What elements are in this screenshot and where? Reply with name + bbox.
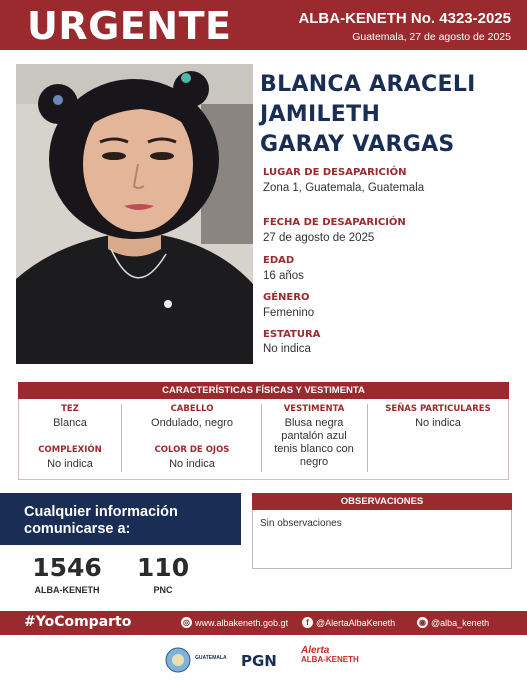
instagram-text: @alba_keneth [431,617,490,628]
skin-label: TEZ [61,404,79,414]
phone-pnc[interactable]: 110 [136,553,190,582]
clothing-line: Blusa negra [284,417,344,429]
instagram-link[interactable] [417,617,489,628]
person-name-line3: GARAY VARGAS [260,132,455,157]
date-label: FECHA DE DESAPARICIÓN [263,217,406,228]
contact-line1: Cualquier información [24,504,178,520]
eyes-label: COLOR DE OJOS [154,445,230,455]
eyes-value: No indica [169,458,215,470]
gender-label: GÉNERO [263,292,310,303]
guatemala-seal-icon [165,646,191,674]
hair-label: CABELLO [170,404,214,414]
age-label: EDAD [263,255,295,266]
divider [121,404,122,472]
build-label: COMPLEXIÓN [38,445,102,455]
place-label: LUGAR DE DESAPARICIÓN [263,167,407,178]
pgn-logo: PGN [241,652,277,670]
age-value: 16 años [263,270,304,282]
hair-value: Ondulado, negro [151,417,233,429]
person-name-line1: BLANCA ARACELI [260,72,476,97]
person-name [260,70,520,160]
alerta-logo [301,646,359,664]
website-text: www.albakeneth.gob.gt [195,617,289,628]
footer-bar [0,611,527,635]
phone-alba-keneth-label: ALBA-KENETH [34,585,100,595]
logos-row [0,642,527,678]
clothing-value [262,417,366,469]
observations-text: Sin observaciones [260,518,342,529]
gov-logo-text: GUATEMALA [195,655,227,661]
facebook-text: @AlertaAlbaKeneth [316,617,396,628]
facebook-icon: f [302,617,313,628]
website-link[interactable] [181,617,288,628]
marks-label: SEÑAS PARTICULARES [385,404,491,414]
place-value: Zona 1, Guatemala, Guatemala [263,182,425,194]
marks-value: No indica [415,417,461,429]
alerta-logo-line1: Alerta [301,645,330,656]
urgent-title: URGENTE [27,4,232,48]
phone-pnc-label: PNC [153,585,173,595]
contact-banner [0,493,241,545]
characteristics-title: CARACTERÍSTICAS FÍSICAS Y VESTIMENTA [18,382,509,399]
divider [367,404,368,472]
instagram-icon: ◉ [417,617,428,628]
observations-title: OBSERVACIONES [252,493,512,510]
facebook-link[interactable] [302,617,395,628]
alerta-logo-line2: ALBA-KENETH [301,655,359,664]
gender-value: Femenino [263,307,315,319]
alert-code: ALBA-KENETH No. 4323-2025 [298,10,511,27]
hashtag: #YoComparto [24,614,132,630]
clothing-label: VESTIMENTA [283,404,345,414]
alert-location-date: Guatemala, 27 de agosto de 2025 [352,31,511,43]
clothing-line: pantalón azul [281,430,347,442]
skin-value: Blanca [53,417,87,429]
header-banner [0,0,527,50]
phone-alba-keneth[interactable]: 1546 [32,553,102,582]
clothing-line: tenis blanco con [274,443,354,455]
height-label: ESTATURA [263,329,321,340]
height-value: No indica [263,343,311,355]
contact-line2: comunicarse a: [24,521,131,537]
build-value: No indica [47,458,93,470]
globe-icon: ◎ [181,617,192,628]
date-value: 27 de agosto de 2025 [263,232,375,244]
person-photo [16,64,253,364]
person-name-line2: JAMILETH [260,102,381,127]
clothing-line: negro [299,456,329,468]
